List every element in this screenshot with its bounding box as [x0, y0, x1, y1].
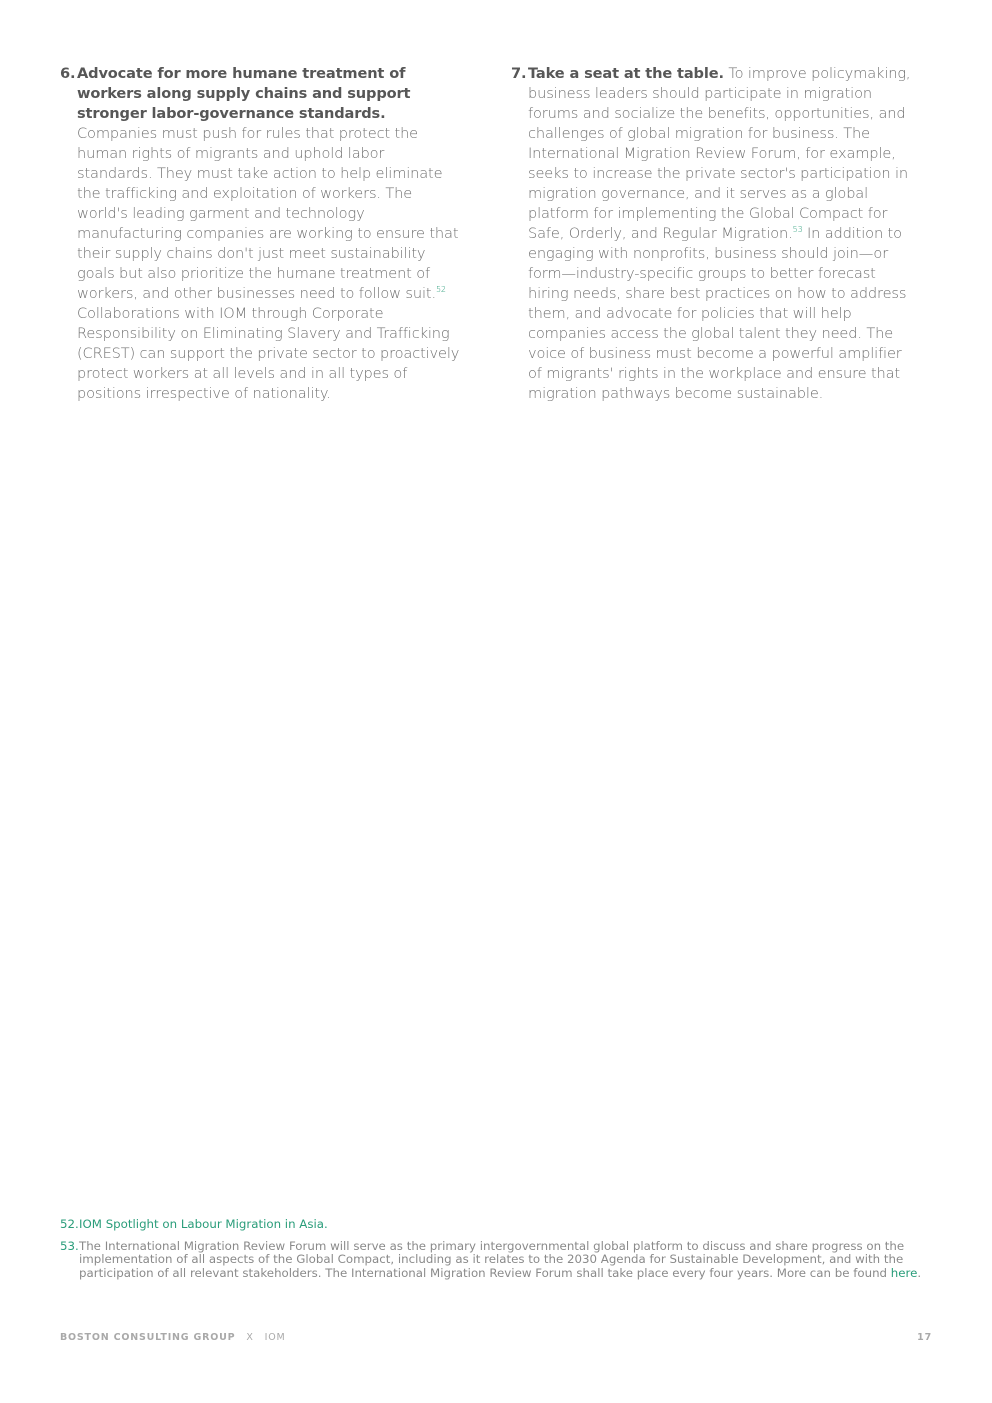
page-number: 17	[917, 1332, 932, 1343]
item-number: 6.	[60, 65, 76, 82]
here-link[interactable]: here	[890, 1265, 918, 1280]
footer-brand: BOSTON CONSULTING GROUP	[60, 1332, 236, 1343]
footer-separator: X	[246, 1332, 254, 1343]
item-lead: Take a seat at the table.	[528, 65, 724, 82]
footnote-body: The International Migration Review Forum will serve as the primary intergovernmental global platform to discuss and share progress on the implementation of all aspects of the Global Compact, including as it relates to the 2030 Agenda for Sustainable Development, and with the participation of all relevant stakeholders. The International Migration Review Forum shall take place every four years. More can be found	[79, 1238, 905, 1280]
footer-partner: IOM	[264, 1332, 286, 1343]
item-body	[77, 64, 463, 404]
footnote-52	[60, 1218, 932, 1232]
item-text: Companies must push for rules that protect the human rights of migrants and uphold labor standards. They must take action to help eliminate the trafficking and exploitation of workers. The world's leading garment and technology manufacturing companies are working to ensure that their supply chains don't just meet sustainability goals but also prioritize the humane treatment of workers, and other businesses need to follow suit.	[77, 125, 459, 302]
item-text: To improve policymaking, business leaders should participate in migration forums and socialize the benefits, opportunities, and challenges of global migration for business. The International Migration Review Forum, for example, seeks to increase the private sector's participation in migration governance, and it serves as a global platform for implementing the Global Compact for Safe, Orderly, and Regular Migration.	[528, 65, 911, 242]
footnote-ref-53[interactable]: 53	[792, 225, 803, 234]
footnote-number: 53.	[60, 1238, 79, 1253]
list-item-6	[60, 64, 463, 404]
page-footer	[60, 1332, 932, 1346]
footnotes	[60, 1218, 932, 1288]
item-6-column	[60, 64, 463, 404]
footnote-text	[79, 1240, 932, 1281]
item-lead: Advocate for more humane treatment of workers along supply chains and support stronger labor-governance standards.	[77, 65, 411, 122]
item-body	[528, 64, 914, 404]
item-7-column	[511, 64, 914, 404]
footnote-53	[60, 1240, 932, 1281]
item-number: 7.	[511, 65, 527, 82]
item-text-continued: Collaborations with IOM through Corporate Responsibility on Eliminating Slavery and Trafficking (CREST) can support the private sector to proactively protect workers at all levels and in all types of positions irrespective of nationality.	[77, 305, 460, 402]
footnote-ref-52[interactable]: 52	[435, 285, 446, 294]
footnote-end: .	[917, 1265, 922, 1280]
footnote-52-link[interactable]: IOM Spotlight on Labour Migration in Asia.	[79, 1217, 328, 1231]
item-text-continued: In addition to engaging with nonprofits, business should join—or form—industry-specific groups to better forecast hiring needs, share best practices on how to address them, and advocate for policies that will help companies access the global talent they need. The voice of business must become a powerful amplifier of migrants' rights in the workplace and ensure that migration pathways become sustainable.	[528, 225, 907, 402]
footnote-number: 52.	[60, 1217, 79, 1231]
list-item-7	[511, 64, 914, 404]
